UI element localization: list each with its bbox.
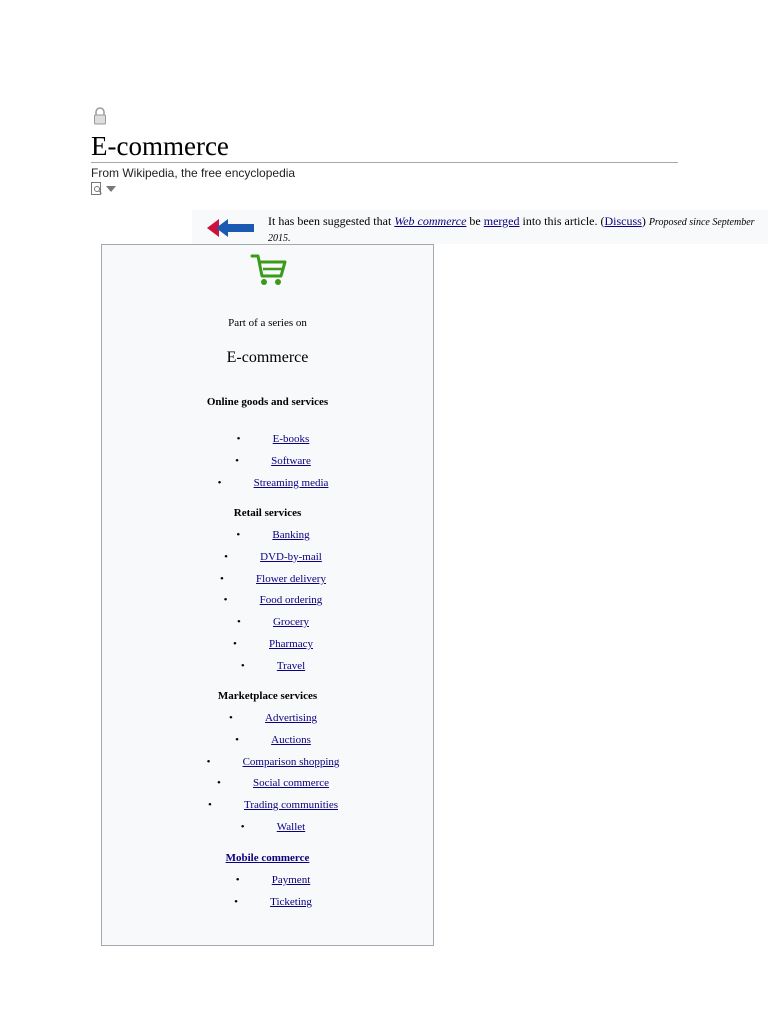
sidebar-link[interactable]: E-books bbox=[272, 433, 310, 445]
section-heading: Retail services bbox=[233, 507, 302, 519]
sidebar-link[interactable]: Software bbox=[271, 454, 311, 467]
merge-text-prefix: It has been suggested that bbox=[268, 214, 392, 228]
sidebar-link[interactable]: Ticketing bbox=[270, 895, 312, 908]
bullet: • bbox=[236, 529, 241, 541]
sidebar-link[interactable]: Streaming media bbox=[253, 476, 329, 489]
bullet: • bbox=[229, 712, 233, 724]
page-tools-icon[interactable] bbox=[91, 182, 103, 195]
sidebar-link[interactable]: Food ordering bbox=[259, 594, 323, 607]
sidebar-link[interactable]: Banking bbox=[272, 529, 310, 541]
discuss-link[interactable]: Discuss bbox=[604, 214, 642, 228]
proposed-since: Proposed since September 2015. bbox=[268, 217, 755, 244]
bullet: • bbox=[235, 874, 240, 886]
merged-link[interactable]: merged bbox=[483, 214, 520, 228]
merge-notice bbox=[192, 210, 768, 244]
sidebar-link[interactable]: Flower delivery bbox=[256, 572, 326, 585]
bullet: • bbox=[235, 454, 239, 467]
merge-text-suffix: ) bbox=[641, 214, 646, 228]
sidebar-link[interactable]: Auctions bbox=[271, 733, 311, 746]
mobile-commerce-link[interactable]: Mobile commerce bbox=[225, 852, 310, 864]
section-heading: Marketplace services bbox=[217, 690, 318, 702]
bullet: • bbox=[236, 616, 241, 629]
merge-text-middle: into this article. ( bbox=[522, 214, 605, 228]
bullet: • bbox=[234, 895, 238, 908]
bullet: • bbox=[224, 550, 228, 563]
bullet: • bbox=[207, 799, 212, 812]
bullet: • bbox=[223, 594, 228, 607]
page-title: E-commerce bbox=[91, 131, 229, 161]
sidebar-link[interactable]: Payment bbox=[271, 874, 311, 886]
merge-arrows-icon bbox=[206, 216, 256, 240]
sidebar-link[interactable]: Travel bbox=[276, 659, 306, 672]
sidebar-link[interactable]: Pharmacy bbox=[269, 638, 313, 650]
lock-icon bbox=[93, 107, 107, 125]
sidebar-link[interactable]: Grocery bbox=[272, 616, 310, 629]
page-tools[interactable] bbox=[91, 182, 116, 195]
sidebar-link[interactable]: Comparison shopping bbox=[242, 755, 340, 768]
bullet: • bbox=[216, 777, 221, 790]
dropdown-caret-icon[interactable] bbox=[106, 186, 116, 192]
bullet: • bbox=[240, 821, 245, 833]
sidebar-link[interactable]: Trading communities bbox=[243, 799, 338, 812]
sidebar-title: E-commerce bbox=[226, 349, 309, 366]
bullet: • bbox=[235, 733, 239, 746]
section-heading[interactable] bbox=[102, 852, 433, 864]
sidebar-link[interactable]: Advertising bbox=[265, 712, 317, 724]
merge-notice-text bbox=[268, 214, 768, 246]
page-tagline: From Wikipedia, the free encyclopedia bbox=[91, 166, 296, 180]
bullet: • bbox=[206, 755, 211, 768]
series-intro: Part of a series on bbox=[228, 317, 307, 329]
bullet: • bbox=[217, 476, 222, 489]
sidebar-link[interactable]: Wallet bbox=[276, 821, 306, 833]
ecommerce-sidebar bbox=[101, 244, 434, 946]
bullet: • bbox=[240, 659, 245, 672]
section-heading: Online goods and services bbox=[206, 396, 329, 408]
bullet: • bbox=[236, 433, 241, 445]
web-commerce-link[interactable]: Web commerce bbox=[394, 214, 467, 228]
merge-text-be: be bbox=[469, 214, 481, 228]
bullet: • bbox=[220, 572, 224, 585]
bullet: • bbox=[233, 638, 237, 650]
sidebar-link[interactable]: DVD-by-mail bbox=[260, 550, 322, 563]
sidebar-link[interactable]: Social commerce bbox=[252, 777, 330, 790]
title-divider bbox=[91, 162, 678, 163]
shopping-cart-icon bbox=[250, 252, 288, 288]
